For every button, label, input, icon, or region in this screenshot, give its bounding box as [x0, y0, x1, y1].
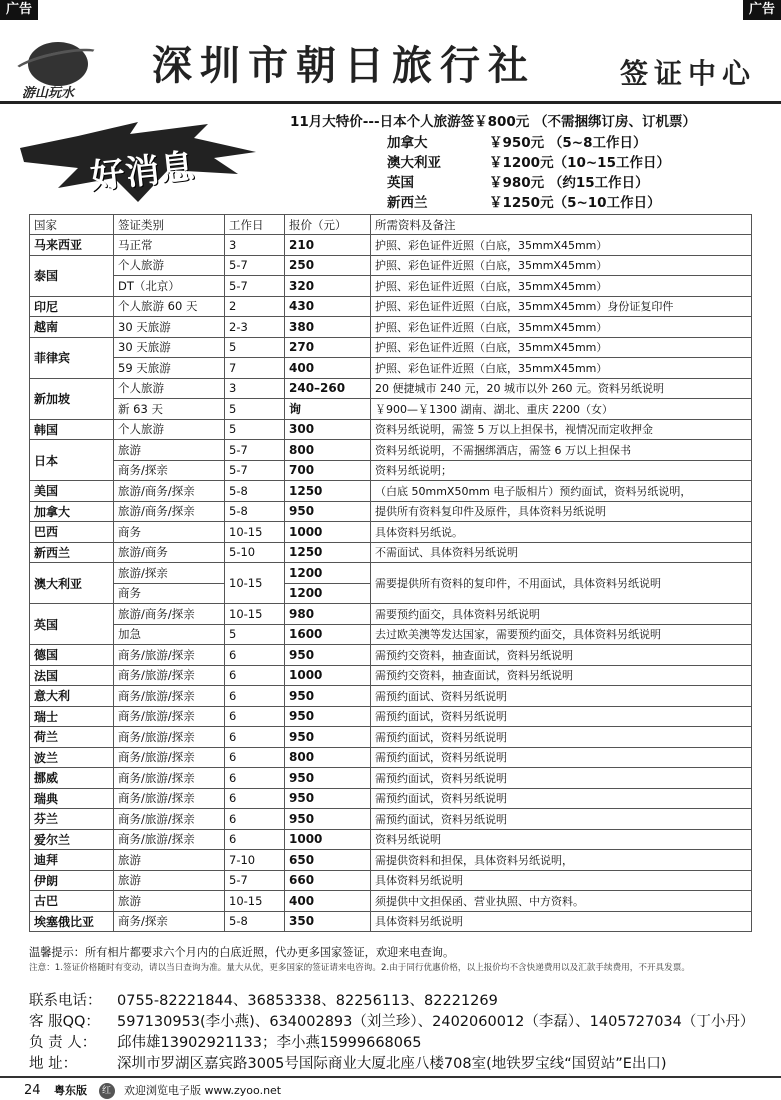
notes-cell: 需预约面试，资料另纸说明 — [371, 809, 752, 830]
price-cell: 1250 — [285, 542, 371, 563]
notes-cell: 护照、彩色证件近照（白底，35mmX45mm） — [371, 255, 752, 276]
country-cell: 瑞典 — [30, 788, 114, 809]
header-notes: 所需资料及备注 — [371, 215, 752, 235]
country-cell: 德国 — [30, 645, 114, 666]
workdays-cell: 5 — [225, 624, 285, 645]
price-cell: 430 — [285, 296, 371, 317]
notes-cell: 护照、彩色证件近照（白底，35mmX45mm） — [371, 337, 752, 358]
price-cell: 950 — [285, 501, 371, 522]
promo-item-detail: ￥1200元（10~15工作日） — [489, 155, 670, 171]
notes-cell: 具体资料另纸说。 — [371, 522, 752, 543]
notes-cell: 资料另纸说明 — [371, 829, 752, 850]
header — [0, 22, 781, 104]
table-row — [30, 563, 752, 584]
visa-type-cell: 商务 — [114, 583, 225, 604]
notes-cell: 具体资料另纸说明 — [371, 911, 752, 932]
visa-type-cell: 30 天旅游 — [114, 337, 225, 358]
contact-label: 地 址： — [29, 1056, 78, 1072]
notes-cell: 资料另纸说明，需签 5 万以上担保书，视情况而定收押金 — [371, 419, 752, 440]
agency-name: 深圳市朝日旅行社 — [152, 42, 536, 89]
contact-line — [29, 1031, 421, 1052]
contact-value: 597130953(李小燕)、634002893（刘兰珍）、2402060012（李磊）、1405727034（丁小丹） — [117, 1014, 755, 1030]
workdays-cell: 5-8 — [225, 481, 285, 502]
workdays-cell: 6 — [225, 645, 285, 666]
notes-cell: 护照、彩色证件近照（白底，35mmX45mm） — [371, 358, 752, 379]
visa-type-cell: 个人旅游 — [114, 378, 225, 399]
edition-label: 粤东版 — [54, 1084, 88, 1097]
workdays-cell: 10-15 — [225, 891, 285, 912]
country-cell: 法国 — [30, 665, 114, 686]
workdays-cell: 10-15 — [225, 604, 285, 625]
workdays-cell: 5-7 — [225, 255, 285, 276]
contact-value: 深圳市罗湖区嘉宾路3005号国际商业大厦北座八楼708室(地铁罗宝线“国贸站”E出口) — [117, 1056, 667, 1072]
price-cell: 800 — [285, 440, 371, 461]
price-cell: 950 — [285, 706, 371, 727]
table-row — [30, 645, 752, 666]
table-row — [30, 809, 752, 830]
table-row — [30, 604, 752, 625]
country-cell: 迪拜 — [30, 850, 114, 871]
visa-type-cell: 旅游/探亲 — [114, 563, 225, 584]
table-row — [30, 542, 752, 563]
table-row — [30, 399, 752, 420]
workdays-cell: 7 — [225, 358, 285, 379]
country-cell: 美国 — [30, 481, 114, 502]
visa-type-cell: 商务/旅游/探亲 — [114, 809, 225, 830]
price-cell: 950 — [285, 645, 371, 666]
visa-type-cell: 商务/旅游/探亲 — [114, 665, 225, 686]
notes-cell: 需预约面试，资料另纸说明 — [371, 706, 752, 727]
price-cell: 980 — [285, 604, 371, 625]
notes-cell: ￥900—￥1300 湖南、湖北、重庆 2200（女） — [371, 399, 752, 420]
notes-cell: 不需面试、具体资料另纸说明 — [371, 542, 752, 563]
good-news-badge: 好消息 — [88, 146, 198, 198]
country-cell: 瑞士 — [30, 706, 114, 727]
promo-item — [387, 171, 649, 191]
price-cell: 250 — [285, 255, 371, 276]
footer — [24, 1082, 281, 1099]
logo-text: 游山玩水 — [22, 86, 75, 101]
notes-cell: 20 便捷城市 240 元，20 城市以外 260 元。资料另纸说明 — [371, 378, 752, 399]
visa-type-cell: 个人旅游 — [114, 255, 225, 276]
notes-cell: 需预约交资料，抽查面试，资料另纸说明 — [371, 645, 752, 666]
footer-divider — [0, 1076, 781, 1078]
notes-cell: 护照、彩色证件近照（白底，35mmX45mm）身份证复印件 — [371, 296, 752, 317]
country-cell: 新加坡 — [30, 378, 114, 419]
notes-cell: 需预约交资料，抽查面试，资料另纸说明 — [371, 665, 752, 686]
table-row — [30, 337, 752, 358]
workdays-cell: 6 — [225, 829, 285, 850]
contact-line — [29, 1010, 754, 1031]
notice-text: 注意：1.签证价格随时有变动，请以当日查询为准。量大从优，更多国家的签证请来电咨询。2.由于同行优惠价格，以上报价均不含快递费用以及汇款手续费用，不开具发票。 — [29, 963, 690, 973]
workdays-cell: 5-7 — [225, 460, 285, 481]
table-row — [30, 255, 752, 276]
table-row — [30, 727, 752, 748]
visa-type-cell: 旅游/商务/探亲 — [114, 481, 225, 502]
price-cell: 400 — [285, 891, 371, 912]
price-cell: 660 — [285, 870, 371, 891]
visa-center-title: 签证中心 — [620, 57, 757, 90]
visa-price-table — [29, 214, 752, 932]
workdays-cell: 5 — [225, 419, 285, 440]
promo-section — [0, 108, 781, 212]
price-cell: 950 — [285, 686, 371, 707]
country-cell: 意大利 — [30, 686, 114, 707]
promo-headline: 11月大特价---日本个人旅游签￥800元 （不需捆绑订房、订机票） — [290, 114, 696, 130]
promo-item-country: 新西兰 — [387, 195, 428, 211]
country-cell: 英国 — [30, 604, 114, 645]
price-cell: 1000 — [285, 665, 371, 686]
notes-cell: 具体资料另纸说明 — [371, 870, 752, 891]
country-cell: 加拿大 — [30, 501, 114, 522]
country-cell: 波兰 — [30, 747, 114, 768]
table-row — [30, 686, 752, 707]
price-cell: 700 — [285, 460, 371, 481]
contact-value: 邱伟雄13902921133；李小燕15999668065 — [117, 1035, 422, 1051]
country-cell: 伊朗 — [30, 870, 114, 891]
workdays-cell: 6 — [225, 665, 285, 686]
price-cell: 350 — [285, 911, 371, 932]
price-cell: 1000 — [285, 829, 371, 850]
workdays-cell: 2 — [225, 296, 285, 317]
country-cell: 古巴 — [30, 891, 114, 912]
contact-label: 联系电话： — [29, 993, 102, 1009]
notes-cell: 需预约面试，资料另纸说明 — [371, 788, 752, 809]
table-row — [30, 460, 752, 481]
country-cell: 越南 — [30, 317, 114, 338]
ad-tag-right: 广告 — [743, 0, 781, 20]
price-cell: 650 — [285, 850, 371, 871]
notes-cell: 需预约面试，资料另纸说明 — [371, 747, 752, 768]
notes-cell: 提供所有资料复印件及原件，具体资料另纸说明 — [371, 501, 752, 522]
visa-type-cell: DT（北京） — [114, 276, 225, 297]
price-cell: 270 — [285, 337, 371, 358]
visa-type-cell: 商务 — [114, 522, 225, 543]
notes-cell: 需要提供所有资料的复印件，不用面试，具体资料另纸说明 — [371, 563, 752, 604]
price-cell: 800 — [285, 747, 371, 768]
workdays-cell: 6 — [225, 788, 285, 809]
notes-cell: 护照、彩色证件近照（白底，35mmX45mm） — [371, 235, 752, 256]
country-cell: 芬兰 — [30, 809, 114, 830]
table-row — [30, 706, 752, 727]
country-cell: 爱尔兰 — [30, 829, 114, 850]
price-cell: 询 — [285, 399, 371, 420]
price-cell: 950 — [285, 727, 371, 748]
country-cell: 印尼 — [30, 296, 114, 317]
table-row — [30, 665, 752, 686]
table-row — [30, 788, 752, 809]
contact-label: 客 服QQ： — [29, 1014, 100, 1030]
workdays-cell: 10-15 — [225, 563, 285, 604]
notes-cell: （白底 50mmX50mm 电子版相片）预约面试，资料另纸说明， — [371, 481, 752, 502]
contact-line — [29, 1052, 667, 1073]
notes-cell: 需要预约面交，具体资料另纸说明 — [371, 604, 752, 625]
table-row — [30, 235, 752, 256]
promo-item — [387, 191, 661, 211]
header-workdays: 工作日 — [225, 215, 285, 235]
visa-type-cell: 商务/旅游/探亲 — [114, 747, 225, 768]
table-row — [30, 850, 752, 871]
price-cell: 380 — [285, 317, 371, 338]
table-row — [30, 911, 752, 932]
visa-type-cell: 旅游 — [114, 891, 225, 912]
table-row — [30, 891, 752, 912]
visa-type-cell: 个人旅游 60 天 — [114, 296, 225, 317]
contact-label: 负 责 人： — [29, 1035, 97, 1051]
ad-tag-left: 广告 — [0, 0, 38, 20]
price-cell: 320 — [285, 276, 371, 297]
page-number: 24 — [24, 1083, 41, 1098]
visa-type-cell: 30 天旅游 — [114, 317, 225, 338]
table-row — [30, 870, 752, 891]
notes-cell: 资料另纸说明； — [371, 460, 752, 481]
notes-cell: 需预约面试，资料另纸说明 — [371, 768, 752, 789]
promo-item — [387, 131, 646, 151]
workdays-cell: 10-15 — [225, 522, 285, 543]
country-cell: 日本 — [30, 440, 114, 481]
visa-type-cell: 商务/旅游/探亲 — [114, 788, 225, 809]
country-cell: 挪威 — [30, 768, 114, 789]
promo-item-detail: ￥980元 （约15工作日） — [489, 175, 649, 191]
table-row — [30, 768, 752, 789]
visa-type-cell: 商务/旅游/探亲 — [114, 829, 225, 850]
table-header-row — [30, 215, 752, 235]
visa-type-cell: 商务/旅游/探亲 — [114, 727, 225, 748]
visa-type-cell: 马正常 — [114, 235, 225, 256]
notes-cell: 需提供资料和担保，具体资料另纸说明， — [371, 850, 752, 871]
table-row — [30, 829, 752, 850]
price-cell: 240–260 — [285, 378, 371, 399]
visa-type-cell: 商务/探亲 — [114, 460, 225, 481]
workdays-cell: 6 — [225, 768, 285, 789]
visa-type-cell: 新 63 天 — [114, 399, 225, 420]
visa-type-cell: 商务/旅游/探亲 — [114, 686, 225, 707]
workdays-cell: 5-7 — [225, 440, 285, 461]
country-cell: 新西兰 — [30, 542, 114, 563]
price-cell: 210 — [285, 235, 371, 256]
price-cell: 1250 — [285, 481, 371, 502]
header-country: 国家 — [30, 215, 114, 235]
visa-type-cell: 旅游 — [114, 850, 225, 871]
price-cell: 950 — [285, 768, 371, 789]
table-row — [30, 378, 752, 399]
notes-cell: 去过欧美澳等发达国家，需要预约面交，具体资料另纸说明 — [371, 624, 752, 645]
visa-type-cell: 旅游/商务/探亲 — [114, 501, 225, 522]
notes-cell: 需预约面试，资料另纸说明 — [371, 727, 752, 748]
price-cell: 950 — [285, 788, 371, 809]
workdays-cell: 5-8 — [225, 501, 285, 522]
notes-cell: 护照、彩色证件近照（白底，35mmX45mm） — [371, 317, 752, 338]
workdays-cell: 5-7 — [225, 870, 285, 891]
country-cell: 埃塞俄比亚 — [30, 911, 114, 932]
red-badge-icon: 红 — [99, 1083, 115, 1099]
workdays-cell: 5 — [225, 337, 285, 358]
promo-item-country: 澳大利亚 — [387, 155, 441, 171]
footer-text: 欢迎浏览电子版 www.zyoo.net — [124, 1084, 282, 1097]
price-cell: 950 — [285, 809, 371, 830]
workdays-cell: 6 — [225, 706, 285, 727]
workdays-cell: 5-10 — [225, 542, 285, 563]
table-row — [30, 522, 752, 543]
table-row — [30, 296, 752, 317]
country-cell: 菲律宾 — [30, 337, 114, 378]
visa-type-cell: 商务/探亲 — [114, 911, 225, 932]
table-row — [30, 501, 752, 522]
workdays-cell: 6 — [225, 686, 285, 707]
notes-cell: 资料另纸说明，不需捆绑酒店，需签 6 万以上担保书 — [371, 440, 752, 461]
visa-type-cell: 加急 — [114, 624, 225, 645]
price-cell: 400 — [285, 358, 371, 379]
visa-type-cell: 旅游/商务/探亲 — [114, 604, 225, 625]
promo-item-detail: ￥950元 （5~8工作日） — [489, 135, 647, 151]
promo-item — [387, 151, 670, 171]
table-row — [30, 440, 752, 461]
table-row — [30, 419, 752, 440]
country-cell: 泰国 — [30, 255, 114, 296]
visa-type-cell: 旅游/商务 — [114, 542, 225, 563]
visa-type-cell: 个人旅游 — [114, 419, 225, 440]
visa-type-cell: 旅游 — [114, 440, 225, 461]
workdays-cell: 6 — [225, 747, 285, 768]
table-row — [30, 624, 752, 645]
header-price: 报价（元） — [285, 215, 371, 235]
visa-type-cell: 旅游 — [114, 870, 225, 891]
contact-value: 0755-82221844、36853338、82256113、82221269 — [117, 993, 498, 1009]
workdays-cell: 2-3 — [225, 317, 285, 338]
workdays-cell: 6 — [225, 727, 285, 748]
country-cell: 韩国 — [30, 419, 114, 440]
workdays-cell: 5-7 — [225, 276, 285, 297]
price-cell: 1600 — [285, 624, 371, 645]
country-cell: 荷兰 — [30, 727, 114, 748]
table-row — [30, 317, 752, 338]
table-row — [30, 276, 752, 297]
visa-type-cell: 商务/旅游/探亲 — [114, 706, 225, 727]
visa-type-cell: 商务/旅游/探亲 — [114, 768, 225, 789]
table-row — [30, 481, 752, 502]
price-cell: 1200 — [285, 583, 371, 604]
workdays-cell: 3 — [225, 378, 285, 399]
promo-item-country: 英国 — [387, 175, 414, 191]
workdays-cell: 3 — [225, 235, 285, 256]
header-visa-type: 签证类别 — [114, 215, 225, 235]
table-row — [30, 747, 752, 768]
notes-cell: 须提供中文担保函、营业执照、中方资料。 — [371, 891, 752, 912]
country-cell: 巴西 — [30, 522, 114, 543]
price-cell: 300 — [285, 419, 371, 440]
visa-type-cell: 商务/旅游/探亲 — [114, 645, 225, 666]
contact-line — [29, 989, 498, 1010]
promo-item-country: 加拿大 — [387, 135, 428, 151]
table-row — [30, 358, 752, 379]
notes-cell: 护照、彩色证件近照（白底，35mmX45mm） — [371, 276, 752, 297]
promo-item-detail: ￥1250元（5~10工作日） — [489, 195, 661, 211]
workdays-cell: 7-10 — [225, 850, 285, 871]
price-cell: 1000 — [285, 522, 371, 543]
notes-cell: 需预约面试、资料另纸说明 — [371, 686, 752, 707]
country-cell: 澳大利亚 — [30, 563, 114, 604]
workdays-cell: 5-8 — [225, 911, 285, 932]
price-cell: 1200 — [285, 563, 371, 584]
country-cell: 马来西亚 — [30, 235, 114, 256]
visa-type-cell: 59 天旅游 — [114, 358, 225, 379]
workdays-cell: 6 — [225, 809, 285, 830]
workdays-cell: 5 — [225, 399, 285, 420]
tips-text: 温馨提示：所有相片都要求六个月内的白底近照，代办更多国家签证，欢迎来电查询。 — [29, 946, 455, 959]
